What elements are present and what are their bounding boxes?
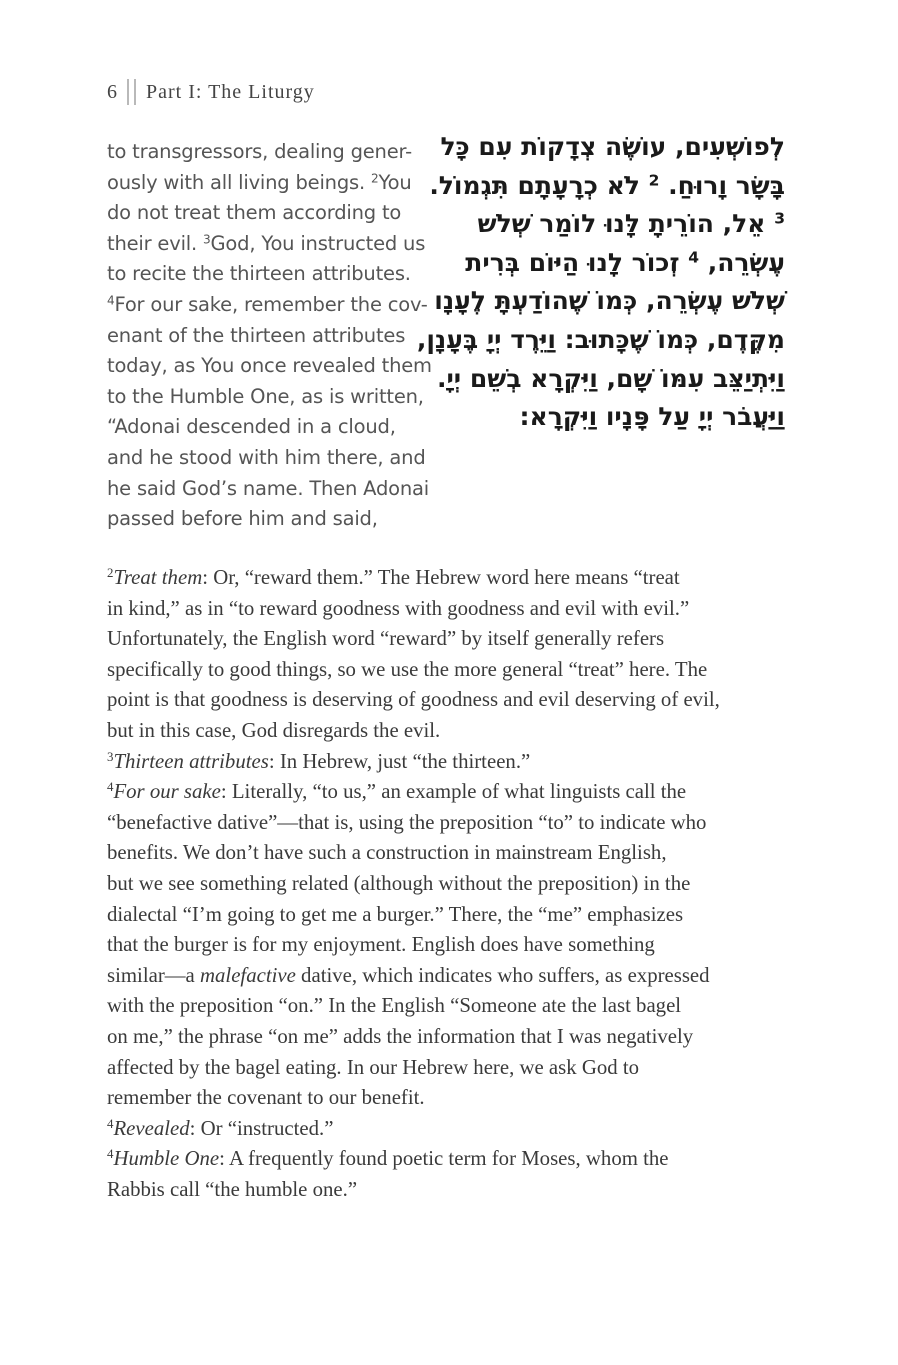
english-line: “Adonai descended in a cloud, bbox=[107, 415, 396, 439]
hebrew-segment: זְכוֹר לָנוּ הַיּוֹם בְּרִית bbox=[465, 247, 680, 277]
footnote-line: benefits. We don’t have such a construction in mainstream English, bbox=[107, 841, 667, 865]
note-marker: 2 bbox=[107, 565, 114, 580]
footnote-line bbox=[107, 1114, 797, 1145]
footnote-line: in kind,” as in “to reward goodness with goodness and evil with evil.” bbox=[107, 596, 690, 620]
note-text: : Literally, “to us,” an example of what linguists call the bbox=[220, 780, 687, 804]
english-line: and he stood with him there, and bbox=[107, 445, 426, 469]
note-marker: 3 bbox=[107, 749, 114, 764]
footnote-line: “benefactive dative”—that is, using the preposition “to” to indicate who bbox=[107, 810, 707, 834]
footnote-line bbox=[107, 1144, 797, 1175]
footnotes bbox=[107, 563, 797, 1205]
english-translation bbox=[107, 137, 437, 535]
page-number: 6 bbox=[107, 80, 118, 103]
note-term: Thirteen attributes bbox=[113, 749, 269, 773]
note-marker: 4 bbox=[107, 1116, 114, 1131]
english-line: to transgressors, dealing gener- bbox=[107, 140, 412, 163]
english-line: passed before him and said, bbox=[107, 507, 378, 531]
note-term: Revealed bbox=[113, 1116, 190, 1140]
verse-marker: 3 bbox=[774, 209, 785, 228]
footnote-line bbox=[107, 747, 797, 778]
footnote-line: Rabbis call “the humble one.” bbox=[107, 1177, 358, 1201]
english-text: ously with all living beings. bbox=[107, 170, 365, 194]
footnote-line: Unfortunately, the English word “reward” by itself generally refers bbox=[107, 627, 665, 651]
footnote-line: affected by the bagel eating. In our Hebrew here, we ask God to bbox=[107, 1055, 640, 1079]
hebrew-text bbox=[416, 128, 785, 437]
english-line: enant of the thirteen attributes bbox=[107, 323, 406, 347]
footnote-line: specifically to good things, so we use the more general “treat” here. The bbox=[107, 657, 708, 681]
double-rule-divider bbox=[127, 79, 136, 105]
footnote-line: remember the covenant to our benefit. bbox=[107, 1086, 425, 1110]
note-text: : Or “instructed.” bbox=[189, 1116, 334, 1140]
hebrew-line bbox=[430, 167, 785, 206]
hebrew-line bbox=[430, 205, 785, 244]
note-term: Humble One bbox=[113, 1147, 220, 1171]
note-text: : In Hebrew, just “the thirteen.” bbox=[268, 749, 531, 773]
hebrew-line: וַיִּתְיַצֵּב עִמּוֹ שָׁם, וַיִּקְרָא בְשֵׁם יְיָ. bbox=[436, 363, 785, 393]
hebrew-line: לְפוֹשְׁעִים, עוֹשֶׂה צְדָקוֹת עִם כָּל bbox=[440, 132, 785, 161]
english-line: he said God’s name. Then Adonai bbox=[107, 476, 429, 500]
footnote-line bbox=[107, 777, 797, 808]
footnote-line bbox=[107, 961, 797, 992]
verse-marker: 2 bbox=[648, 171, 660, 190]
english-line bbox=[107, 290, 437, 321]
english-text: You bbox=[378, 170, 412, 194]
footnote-line: on me,” the phrase “on me” adds the information that I was negatively bbox=[107, 1024, 694, 1048]
english-line: to recite the thirteen attributes. bbox=[107, 262, 411, 286]
note-text: : A frequently found poetic term for Moses, whom the bbox=[219, 1147, 669, 1171]
english-text: their evil. bbox=[107, 231, 198, 255]
hebrew-segment: לֹא כְרָעָתָם תִּגְמוֹל. bbox=[429, 170, 640, 200]
verse-marker: 4 bbox=[107, 293, 115, 308]
footnote-line: that the burger is for my enjoyment. English does have something bbox=[107, 933, 655, 957]
footnote-line: but we see something related (although without the preposition) in the bbox=[107, 871, 691, 895]
english-line bbox=[107, 229, 437, 260]
footnote-line: point is that goodness is deserving of goodness and evil deserving of evil, bbox=[107, 688, 720, 712]
verse-marker: 2 bbox=[370, 170, 379, 185]
footnote-line: with the preposition “on.” In the English “Someone ate the last bagel bbox=[107, 994, 682, 1018]
hebrew-segment: בָּשָׂר וָרוּחַ. bbox=[668, 170, 785, 200]
note-text: : Or, “reward them.” The Hebrew word here means “treat bbox=[202, 566, 680, 589]
note-text: dative, which indicates who suffers, as expressed bbox=[295, 963, 710, 987]
english-text: For our sake, remember the cov- bbox=[114, 292, 428, 316]
note-marker: 4 bbox=[107, 1147, 114, 1162]
hebrew-line: שְׁלֹשׁ עֶשְׂרֵה, כְּמוֹ שֶׁהוֹדַעְתָּ לֶעָנָו bbox=[434, 286, 785, 316]
footnote-line: dialectal “I’m going to get me a burger.” There, the “me” emphasizes bbox=[107, 902, 684, 926]
note-term: Treat them bbox=[113, 566, 203, 589]
english-line bbox=[107, 168, 437, 199]
english-line: to the Humble One, as is written, bbox=[107, 384, 424, 408]
running-head bbox=[107, 78, 315, 106]
english-line: do not treat them according to bbox=[107, 201, 402, 225]
hebrew-line bbox=[430, 244, 785, 283]
note-term: For our sake bbox=[113, 780, 221, 804]
verse-marker: 3 bbox=[203, 232, 211, 247]
verse-marker: 4 bbox=[688, 248, 699, 267]
hebrew-segment: עֶשְׂרֵה, bbox=[707, 247, 785, 277]
hebrew-line: מִקֶּדֶם, כְּמוֹ שֶׁכָּתוּב: וַיֵּרֶד יְיָ בֶּעָנָן, bbox=[416, 324, 785, 354]
footnote-line bbox=[107, 563, 797, 594]
english-line: today, as You once revealed them bbox=[107, 354, 432, 378]
hebrew-segment: אֵל, הוֹרֵיתָ לָּנוּ לוֹמַר שְׁלֹשׁ bbox=[477, 209, 766, 239]
note-marker: 4 bbox=[107, 780, 114, 795]
note-text: similar—a bbox=[107, 963, 195, 987]
hebrew-line: וַיַּעֲבֹר יְיָ עַל פָּנָיו וַיִּקְרָא: bbox=[519, 402, 785, 432]
english-text: God, You instructed us bbox=[210, 231, 426, 255]
note-emphasis: malefactive bbox=[200, 963, 296, 987]
footnote-line: but in this case, God disregards the evil. bbox=[107, 718, 441, 742]
section-title: Part I: The Liturgy bbox=[146, 80, 315, 103]
